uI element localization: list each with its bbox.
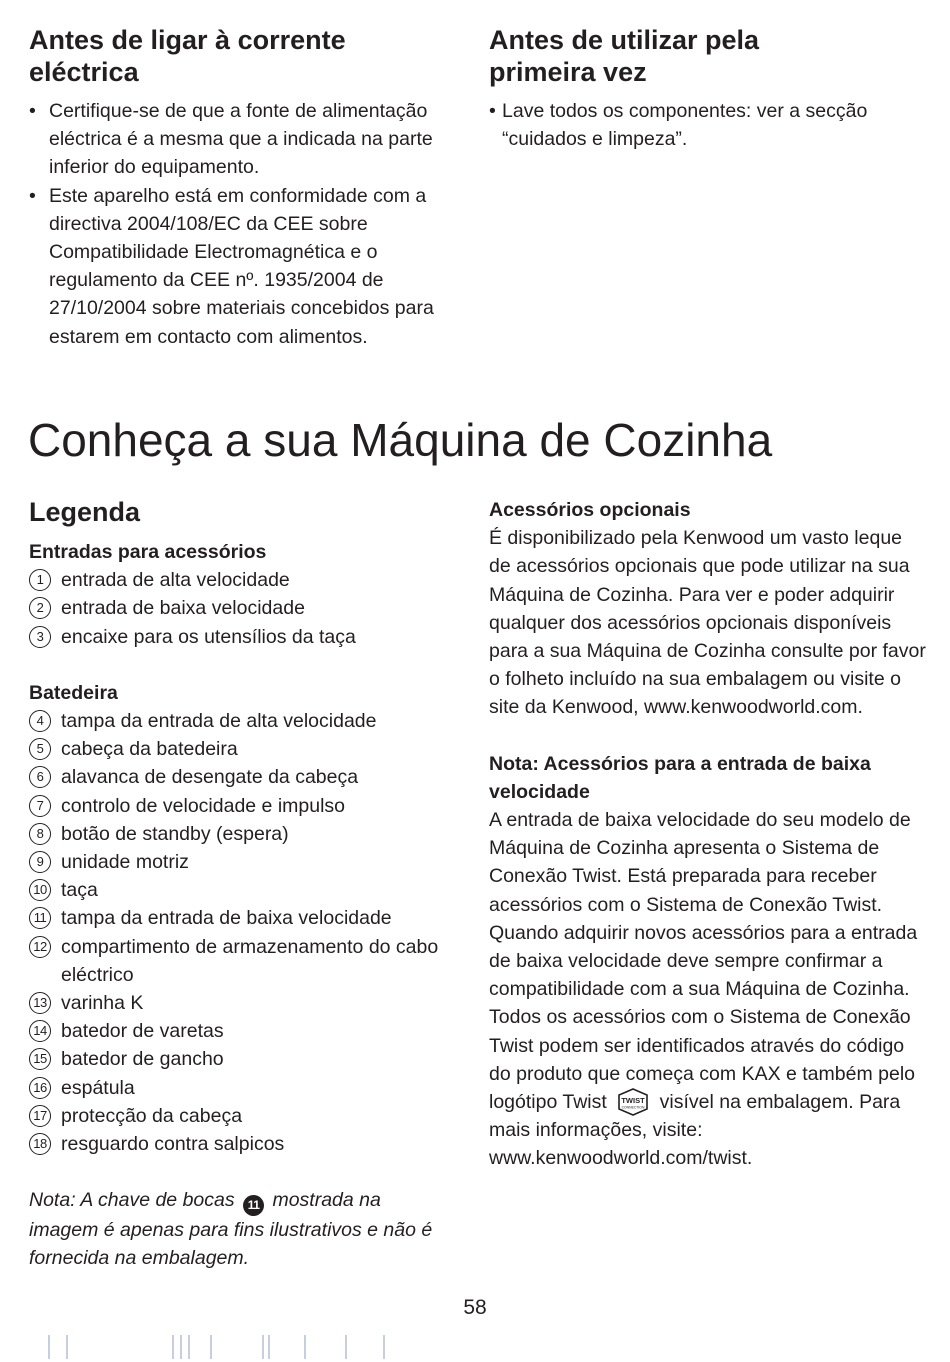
- legend-item-label: encaixe para os utensílios da taça: [61, 625, 356, 648]
- circled-number-icon: 3: [29, 626, 51, 648]
- legend-item-label: varinha K: [61, 992, 144, 1015]
- legend-item: [29, 989, 449, 1017]
- legend-item: [29, 1102, 449, 1130]
- legend-item-label: unidade motriz: [61, 851, 189, 874]
- legend-item: [29, 566, 449, 594]
- legend-item: [29, 1045, 449, 1073]
- legend-item-label: espátula: [61, 1076, 135, 1099]
- bullet-item: • Este aparelho está em conformidade com a directiva 2004/108/EC da CEE sobre Compatibilidade Electromagnética e o regulamento da CEE nº. 1935/2004 de 27/10/2004 sobre materiais concebidos para estarem em contacto com alimentos.: [29, 182, 449, 351]
- bullet-item: • Lave todos os componentes: ver a secção “cuidados e limpeza”.: [489, 97, 929, 153]
- print-marks: [0, 1335, 950, 1362]
- note-paragraph: A entrada de baixa velocidade do seu modelo de Máquina de Cozinha apresenta o Sistema de Conexão Twist. Está preparada para receber acessórios com o Sistema de Conexão Twist.: [489, 809, 911, 916]
- accessories-section: [489, 496, 929, 1173]
- legend-item: [29, 933, 449, 989]
- legend-item: [29, 904, 449, 932]
- power-bullets: [29, 97, 449, 351]
- legend-item-label: botão de standby (espera): [61, 822, 289, 845]
- twist-logo-sub: CONNECTION: [621, 1105, 645, 1110]
- legend-note: Nota: A chave de bocas 11 mostrada na imagem é apenas para fins ilustrativos e não é fornecida na embalagem.: [29, 1189, 433, 1270]
- section-title-first-use: Antes de utilizar pela primeira vez: [489, 25, 760, 87]
- page-number: 58: [463, 1296, 487, 1319]
- legend-item: [29, 792, 449, 820]
- legend-item: [29, 820, 449, 848]
- legend-item-label: cabeça da batedeira: [61, 738, 238, 761]
- circled-number-icon: 15: [29, 1048, 51, 1070]
- circled-number-icon: 12: [29, 936, 51, 958]
- legend-item: [29, 1017, 449, 1045]
- legend-item: [29, 735, 449, 763]
- legend-item-label: batedor de gancho: [61, 1048, 224, 1071]
- legend-item-label: entrada de baixa velocidade: [61, 597, 305, 620]
- circled-number-icon: 1: [29, 569, 51, 591]
- circled-number-icon: 10: [29, 879, 51, 901]
- circled-number-icon: 9: [29, 851, 51, 873]
- page-title: Conheça a sua Máquina de Cozinha: [28, 414, 773, 466]
- legend-item-label: batedor de varetas: [61, 1020, 224, 1043]
- legend-item-label: tampa da entrada de baixa velocidade: [61, 907, 392, 930]
- legend-item-label: taça: [61, 879, 98, 902]
- circled-number-icon: 16: [29, 1077, 51, 1099]
- legend-item-label: entrada de alta velocidade: [61, 569, 290, 592]
- numbered-badge-icon: 11: [243, 1195, 264, 1216]
- accessories-title: Acessórios opcionais: [489, 499, 691, 521]
- circled-number-icon: 7: [29, 795, 51, 817]
- circled-number-icon: 11: [29, 907, 51, 929]
- circled-number-icon: 4: [29, 710, 51, 732]
- legend-group-title: Entradas para acessórios: [29, 541, 267, 563]
- section-power-supply: [29, 24, 449, 351]
- legend-item-label: compartimento de armazenamento do cabo eléctrico: [61, 935, 439, 986]
- first-use-bullets: [489, 97, 929, 153]
- legend-list-mixer: [29, 707, 449, 1158]
- legend-item-label: alavanca de desengate da cabeça: [61, 766, 359, 789]
- legend-item: [29, 876, 449, 904]
- legend-item-label: tampa da entrada de alta velocidade: [61, 710, 377, 733]
- circled-number-icon: 8: [29, 823, 51, 845]
- section-first-use: [489, 24, 929, 153]
- legend-item-label: resguardo contra salpicos: [61, 1133, 285, 1156]
- circled-number-icon: 2: [29, 597, 51, 619]
- accessories-text: É disponibilizado pela Kenwood um vasto leque de acessórios opcionais que pode utilizar na sua Máquina de Cozinha. Para ver e poder adquirir qualquer dos acessórios opcionais disponíveis para a sua Máquina de Cozinha consulte por favor o folheto incluído na sua embalagem ou visite o site da Kenwood, www.kenwoodworld.com.: [489, 527, 926, 719]
- legend-section: [29, 496, 449, 1273]
- legend-item: [29, 763, 449, 791]
- legend-item: [29, 623, 449, 651]
- legend-item-label: controlo de velocidade e impulso: [61, 794, 346, 817]
- legend-item: [29, 1074, 449, 1102]
- circled-number-icon: 5: [29, 738, 51, 760]
- circled-number-icon: 6: [29, 766, 51, 788]
- legend-item: [29, 848, 449, 876]
- legend-item: [29, 1130, 449, 1158]
- circled-number-icon: 18: [29, 1133, 51, 1155]
- legend-list-inlets: [29, 566, 449, 651]
- bullet-item: • Certifique-se de que a fonte de alimentação eléctrica é a mesma que a indicada na parte inferior do equipamento.: [29, 97, 449, 182]
- twist-logo-word: TWIST: [621, 1096, 645, 1106]
- twist-logo-icon: [616, 1088, 650, 1116]
- circled-number-icon: 17: [29, 1105, 51, 1127]
- legend-group-title: Batedeira: [29, 681, 118, 704]
- note-title: Nota: Acessórios para a entrada de baixa velocidade: [489, 752, 871, 803]
- circled-number-icon: 13: [29, 992, 51, 1014]
- legend-heading: Legenda: [29, 497, 141, 527]
- note-paragraph: Quando adquirir novos acessórios para a entrada de baixa velocidade deve sempre confirmar a compatibilidade com a sua Máquina de Cozinha. Todos os acessórios com o Sistema de Conexão Twist podem ser identificados através do código do produto que começa com KAX e também pelo logótipo Twist TWIST CONNECTION visível na embalagem. Para mais informações, visite: www.kenwoodworld.com/twist.: [489, 921, 918, 1170]
- legend-item: [29, 594, 449, 622]
- legend-item: [29, 707, 449, 735]
- legend-item-label: protecção da cabeça: [61, 1104, 243, 1127]
- circled-number-icon: 14: [29, 1020, 51, 1042]
- section-title-power: Antes de ligar à corrente eléctrica: [29, 25, 346, 87]
